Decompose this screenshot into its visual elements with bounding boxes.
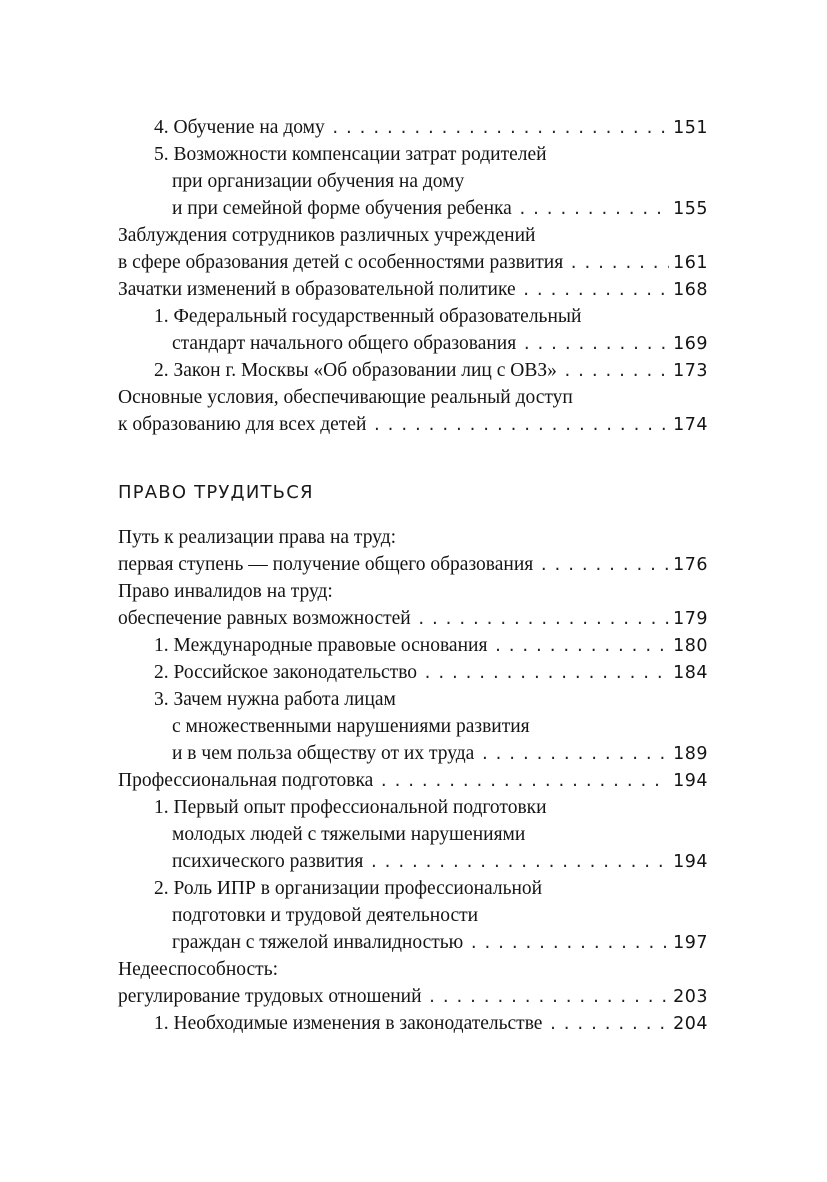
toc-entry-text: молодых людей с тяжелыми нарушениями xyxy=(172,824,526,845)
toc-page-number: 203 xyxy=(673,987,708,1007)
toc-page-number: 189 xyxy=(673,744,708,764)
dot-leader xyxy=(539,552,669,579)
toc-entry-text: 2. Российское законодательство xyxy=(154,662,418,683)
dot-leader xyxy=(417,606,669,633)
toc-entry-line xyxy=(118,330,708,357)
toc-entry-text: Зачатки изменений в образовательной политике xyxy=(118,279,516,300)
dot-leader xyxy=(569,250,669,277)
toc-entry-text: регулирование трудовых отношений xyxy=(118,986,422,1007)
toc-entry-text: психического развития xyxy=(172,851,364,872)
toc-entry xyxy=(118,384,708,438)
toc-entry-line xyxy=(118,848,708,875)
toc-entry-line xyxy=(118,983,708,1010)
dot-leader xyxy=(423,660,669,687)
toc-page-number: 197 xyxy=(673,933,708,953)
toc-entry-text: 4. Обучение на дому xyxy=(154,117,325,138)
toc-entry-text: подготовки и трудовой деятельности xyxy=(172,905,479,926)
toc-entry-text: граждан с тяжелой инвалидностью xyxy=(172,932,464,953)
toc-entry-line xyxy=(118,686,708,713)
toc-entry-line xyxy=(118,249,708,276)
toc-entry-line xyxy=(118,195,708,222)
toc-entry-text: Профессиональная подготовка xyxy=(118,770,374,791)
toc-entry-line xyxy=(118,114,708,141)
dot-leader xyxy=(369,849,669,876)
toc-entry-text: и при семейной форме обучения ребенка xyxy=(172,198,512,219)
dot-leader xyxy=(548,1011,669,1038)
toc-entry xyxy=(118,357,708,384)
toc-entry xyxy=(118,276,708,303)
toc-page-number: 179 xyxy=(673,609,708,629)
toc-entry xyxy=(118,875,708,956)
toc-entry-line xyxy=(118,605,708,632)
toc-entry-line xyxy=(118,276,708,303)
toc-entry-text: Основные условия, обеспечивающие реальный доступ xyxy=(118,387,573,408)
toc-entry xyxy=(118,578,708,632)
toc-entry-line xyxy=(118,740,708,767)
toc-page-number: 176 xyxy=(673,555,708,575)
toc-page-number: 204 xyxy=(673,1014,708,1034)
toc-entry-text: к образованию для всех детей xyxy=(118,414,367,435)
toc-page-number: 180 xyxy=(673,636,708,656)
toc-entry-text: Право инвалидов на труд: xyxy=(118,581,333,602)
toc-entry-line xyxy=(118,222,708,249)
toc-entry-line xyxy=(118,524,708,551)
dot-leader xyxy=(428,984,670,1011)
toc-page-number: 161 xyxy=(673,253,708,273)
toc-page-number: 173 xyxy=(673,361,708,381)
dot-leader xyxy=(372,412,669,439)
toc-entry xyxy=(118,524,708,578)
toc-page-number: 184 xyxy=(673,663,708,683)
toc-entry-text: и в чем польза обществу от их труда xyxy=(172,743,475,764)
toc-entry-line xyxy=(118,821,708,848)
toc-entry-line xyxy=(118,659,708,686)
toc-entry xyxy=(118,1010,708,1037)
toc-entry-line xyxy=(118,929,708,956)
dot-leader xyxy=(379,768,669,795)
section-title: ПРАВО ТРУДИТЬСЯ xyxy=(118,482,314,503)
toc-list-top xyxy=(118,114,708,438)
toc-entry-line xyxy=(118,168,708,195)
toc-entry xyxy=(118,222,708,276)
toc-entry-line xyxy=(118,902,708,929)
toc-entry-line xyxy=(118,578,708,605)
toc-entry-line xyxy=(118,303,708,330)
toc-entry-text: в сфере образования детей с особенностями развития xyxy=(118,252,564,273)
dot-leader xyxy=(518,196,669,223)
toc-entry xyxy=(118,114,708,141)
toc-entry xyxy=(118,141,708,222)
toc-entry-text: с множественными нарушениями развития xyxy=(172,716,530,737)
toc-entry-line xyxy=(118,794,708,821)
toc-entry-line xyxy=(118,411,708,438)
dot-leader xyxy=(480,741,669,768)
toc-entry-text: 1. Необходимые изменения в законодательстве xyxy=(154,1013,543,1034)
toc-entry-text: первая ступень — получение общего образования xyxy=(118,554,534,575)
toc-entry-text: Недееспособность: xyxy=(118,959,279,980)
toc-entry xyxy=(118,632,708,659)
dot-leader xyxy=(522,277,669,304)
toc-entry-text: 1. Первый опыт профессиональной подготовки xyxy=(154,797,547,818)
toc-entry-line xyxy=(118,956,708,983)
toc-entry-line xyxy=(118,357,708,384)
toc-entry xyxy=(118,659,708,686)
toc-entry xyxy=(118,303,708,357)
toc-page-number: 174 xyxy=(673,415,708,435)
toc-entry-text: 2. Роль ИПР в организации профессиональной xyxy=(154,878,543,899)
toc-entry-line xyxy=(118,384,708,411)
dot-leader xyxy=(469,930,669,957)
toc-entry-text: 1. Федеральный государственный образовательный xyxy=(154,306,582,327)
toc-entry-line xyxy=(118,875,708,902)
toc-page-number: 169 xyxy=(673,334,708,354)
toc-entry-text: обеспечение равных возможностей xyxy=(118,608,411,629)
toc-entry xyxy=(118,794,708,875)
toc-entry-line xyxy=(118,713,708,740)
toc-page-number: 168 xyxy=(673,280,708,300)
toc-list-bottom xyxy=(118,524,708,1037)
toc-entry-text: Путь к реализации права на труд: xyxy=(118,527,397,548)
dot-leader xyxy=(522,331,669,358)
toc-entry-line xyxy=(118,551,708,578)
toc-entry-text: Заблуждения сотрудников различных учреждений xyxy=(118,225,536,246)
dot-leader xyxy=(331,115,669,142)
toc-entry-text: 3. Зачем нужна работа лицам xyxy=(154,689,396,710)
toc-page-number: 194 xyxy=(673,771,708,791)
toc-entry xyxy=(118,767,708,794)
dot-leader xyxy=(493,633,669,660)
toc-entry-line xyxy=(118,632,708,659)
toc-entry-text: при организации обучения на дому xyxy=(172,171,465,192)
toc-page-number: 151 xyxy=(673,118,708,138)
toc-entry-line xyxy=(118,767,708,794)
dot-leader xyxy=(563,358,669,385)
toc-entry-line xyxy=(118,141,708,168)
toc-page-number: 155 xyxy=(673,199,708,219)
toc-entry xyxy=(118,686,708,767)
toc-entry-text: стандарт начального общего образования xyxy=(172,333,517,354)
toc-page-number: 194 xyxy=(673,852,708,872)
toc-entry-text: 2. Закон г. Москвы «Об образовании лиц с ОВЗ» xyxy=(154,360,557,381)
toc-entry-text: 5. Возможности компенсации затрат родителей xyxy=(154,144,547,165)
toc-entry-text: 1. Международные правовые основания xyxy=(154,635,488,656)
toc-entry-line xyxy=(118,1010,708,1037)
toc-entry xyxy=(118,956,708,1010)
